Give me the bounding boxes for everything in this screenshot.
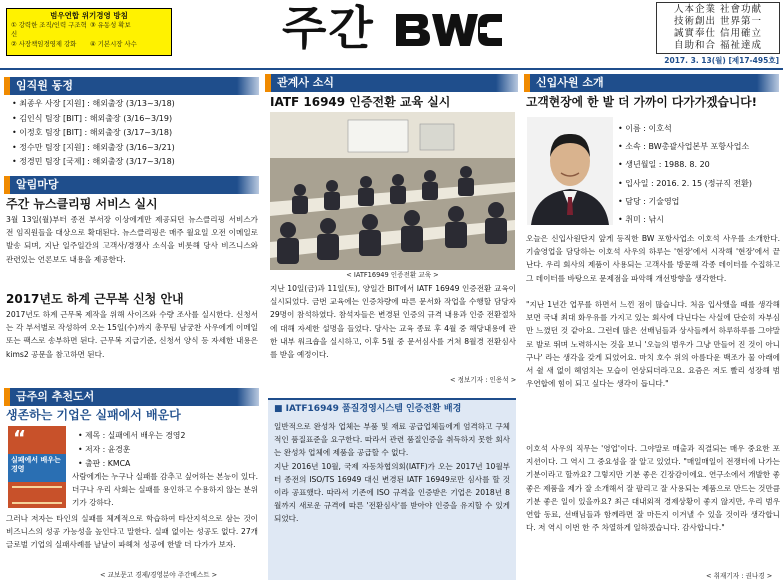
book-cover-decoration [12,486,62,504]
profile-join-date: • 입사일 : 2016. 2. 15 (정규직 전환) [618,175,780,193]
profile-birthdate: • 생년월일 : 1988. 8. 20 [618,156,780,174]
masthead [0,0,783,70]
affiliate-credit: < 정보기자 : 인용석 > [450,376,517,384]
title-korean: 주간 [282,1,375,55]
affiliate-paragraph: 지난 10일(금)과 11일(토), 양일간 BIT에서 IATF 16949 인증전환 교육이 실시되었다. 금번 교육에는 인증차량에 따른 문서화 작업을 수행할 담당자 29명이 참석하였다. 참석자들은 변경된 인증의 규격 내용과 인증 전환절차에 대해 자세한 설명을 들었다. 당사는 교육 종료 후 4월 중 해당내용에 관한 내부 워크숍을 실시하고, 이후 5월 중 문서심사를 거쳐 8월경 전환심사를 받을 예정이다. [270,284,516,360]
newhire-paragraph-1: 오늘은 신입사원단지 앞게 등직한 BW 포항사업소 이호석 사우를 소개한다. 기술영업을 담당하는 이호석 사우의 하루는 '현장'에서 시작해 '현장'에서 끝난다. 우리 회사의 제품이 사용되는 고객사를 방문해 각종 데이터를 수집하고 그 데이터를 바탕으로 문제점을 파악해 개선방향을 생각한다. [526,234,780,283]
list-item: • 이정호 팀장 [BIT] : 해외출장 (3/17~3/18) [12,126,257,141]
bwc-logo [394,10,504,50]
quote-mark-icon: “ [13,426,27,450]
hanja-line: 技術創出 世界第一 [673,16,763,28]
personnel-list [12,97,257,170]
profile-name: • 이름 : 이호석 [618,120,780,138]
background-paragraph-1: 일반적으로 완성차 업체는 부품 및 재료 공급업체들에게 엄격하고 구체적인 품질표준을 요구한다. 따라서 관련 품질인증을 취득하지 못한 회사는 완성차 업체에 제품을 공급할 수 없다. [274,422,510,458]
book-publisher: • 출판 : KMCA [78,457,258,471]
policy-item: ① 강력한 조직/인력 구조혁신 [11,20,87,39]
book-cover-title: 실패에서 배우는 경영 [8,454,66,482]
book-title: • 제목 : 실패에서 배우는 경영2 [78,429,258,443]
policy-item: ③ 유동성 확보 [90,20,131,29]
newhire-paragraph-2: "지난 1년간 업무를 하면서 느낀 점이 많습니다. 처음 입사했을 때를 생각해 보면 국내 최대 화우유를 가지고 있는 회사에 다닌다는 사실에 단순히 자부심만 느꼈던 것 같아요. 그런데 많은 선배님들과 상사들께서 하루하루를 그야말로 발로 뛰며 노력하시는 것을 보니 '오늘의 범우가 그냥 만들어 진 것이 아니구나' 라는 생각을 갖게 되었어요. 마치 호수 위의 아름다운 백조가 물 아래에서 쉴 새 없이 헤엄치는 모습이 연상되더라고요. 요즘은 저도 빨리 성장해 범우연합에 힘이 되고 싶다는 생각이 듭니다." [526,300,780,389]
section-header-notice: 알림마당 [4,176,259,194]
book-headline: 생존하는 기업은 실패에서 배운다 [6,408,181,422]
newhire-paragraph-3: 이호석 사우의 직무는 '영업'이다. 그야말로 매출과 직결되는 매우 중요한 포지션이다. 그 역시 그 중요성을 잘 알고 있었다. "매일매일이 전쟁터에 나가는 기분이라고 할까요? 그렇지만 기분 좋은 긴장감이에요. 연구소에서 개발한 좋 좋은 제품을 제가 잘 소개해서 잘 팔리고 잘 사용되는 제품으로 만드는 것만큼 기분 좋은 일이 있을까요? 최근 대내외적 경제상황이 좋지 않지만, 우리 범우연합 동료, 선배님들과 함께라면 잘 마든지 이겨낼 수 있을 것이라 생각합니다. 저 역시 이번 한 주 차열하게 일하겠습니다. 감사합니다." [526,444,780,533]
notice-paragraph-1: 3월 13일(월)부터 종전 부서장 이상에게만 제공되던 뉴스클리핑 서비스가 전 임직원들을 대상으로 확대된다. 뉴스클리핑은 매주 월요일 오전 이메일로 발송 되며, 지난 일주일간의 고객사/경쟁사 소식을 비롯해 당사 비즈니스와 관련있는 언론보도 내용을 제공한다. [6,215,258,264]
notice-paragraph-2: 2017년도 하계 근무복 제작을 위해 사이즈와 수량 조사를 실시한다. 신청서는 각 부서별로 작성하여 오는 15일(수)까지 총무팀 남궁찬 사우에게 이메일 또는 팩스로 송부하면 된다. 근무복 지급기준, 신청서 양식 등 자세한 내용은 kims2 공문을 참고하면 된다. [6,310,258,359]
profile-list [618,120,780,229]
policy-item: ④ 기본시장 사수 [90,39,137,48]
background-box-text [274,420,510,526]
book-author: • 저자 : 윤경훈 [78,443,258,457]
newsletter-title [282,3,507,65]
background-paragraph-2: 지난 2016년 10월, 국제 자동차협의회(IATF)가 오는 2017년 10월부터 종전의 ISO/TS 16949 대신 변경된 IATF 16949로만 심사를 할 것이라 공표했다. 따라서 기존에 ISO 규격을 인증받은 기업은 2018년 8월까지 새로운 규격에 따른 '전환심사'를 받아야 인증을 유지할 수 있게 되었다. [274,461,510,524]
book-cover-image [8,426,66,508]
hanja-line: 誠實奉仕 信用確立 [673,28,763,40]
background-info-box [268,398,516,580]
background-box-title: ■ IATF16949 품질경영시스템 인증전환 배경 [274,404,462,414]
book-paragraph-1: 사람에게는 누구나 실패를 감추고 싶어하는 본능이 있다. 더구나 우리 사회는 실패를 용인하고 수용하지 않는 분위기가 강하다. [72,472,258,508]
section-header-personnel: 임직원 동정 [4,77,259,95]
newhire-credit: < 취재기자 : 권나경 > [706,572,773,580]
newhire-headline: 고객현장에 한 발 더 가까이 다가가겠습니다! [526,95,758,109]
hanja-line: 人本企業 社會功献 [673,4,763,15]
section-header-book: 금주의 추천도서 [4,388,259,406]
policy-item: ② 사장책임경영제 강화 [11,39,77,48]
profile-role: • 담당 : 기술영업 [618,193,780,211]
section-header-affiliate: 관계사 소식 [265,74,518,92]
profile-hobby: • 취미 : 낚시 [618,211,780,229]
list-item: • 정수만 팀장 [지원] : 해외출장 (3/16~3/21) [12,141,257,156]
list-item: • 정경민 팀장 [국제] : 해외출장 (3/17~3/18) [12,155,257,170]
book-credit: < 교보문고 경제/경영분야 주간베스트 > [100,571,218,579]
hanja-line: 自助和合 福祉達成 [673,40,763,52]
book-paragraph-2: 그러나 저자는 타인의 실패를 체계적으로 학습하여 타산지석으로 삼는 것이 비즈니스의 성공 가능성을 높인다고 말한다. 실패 없이는 성공도 없다. 27개 글로벌 기업의 실패사례를 날날이 파헤쳐 성공에 한발 더 다가가 보자. [6,514,258,550]
issue-date: 2017. 3. 13(월) [제17-495호] [664,56,779,65]
notice-headline-1: 주간 뉴스클리핑 서비스 실시 [6,197,158,211]
policy-list [11,21,167,50]
notice-headline-2: 2017년도 하계 근무복 신청 안내 [6,292,184,306]
policy-title: 범우연합 위기경영 방침 [50,11,128,20]
affiliate-headline: IATF 16949 인증전환 교육 실시 [270,95,451,109]
training-session-photo [270,112,515,270]
profile-department: • 소속 : BW총괄사업본부 포항사업소 [618,138,780,156]
new-employee-portrait [527,117,613,225]
policy-box [6,8,172,56]
list-item: • 최종우 사장 [지원] : 해외출장 (3/13~3/18) [12,97,257,112]
section-header-newhire: 신입사원 소개 [524,74,779,92]
book-info-list [78,429,258,471]
list-item: • 김인식 팀장 [BIT] : 해외출장 (3/16~3/19) [12,112,257,127]
photo-caption: < IATF16949 인증전환 교육 > [346,271,439,279]
hanja-motto [656,2,780,54]
